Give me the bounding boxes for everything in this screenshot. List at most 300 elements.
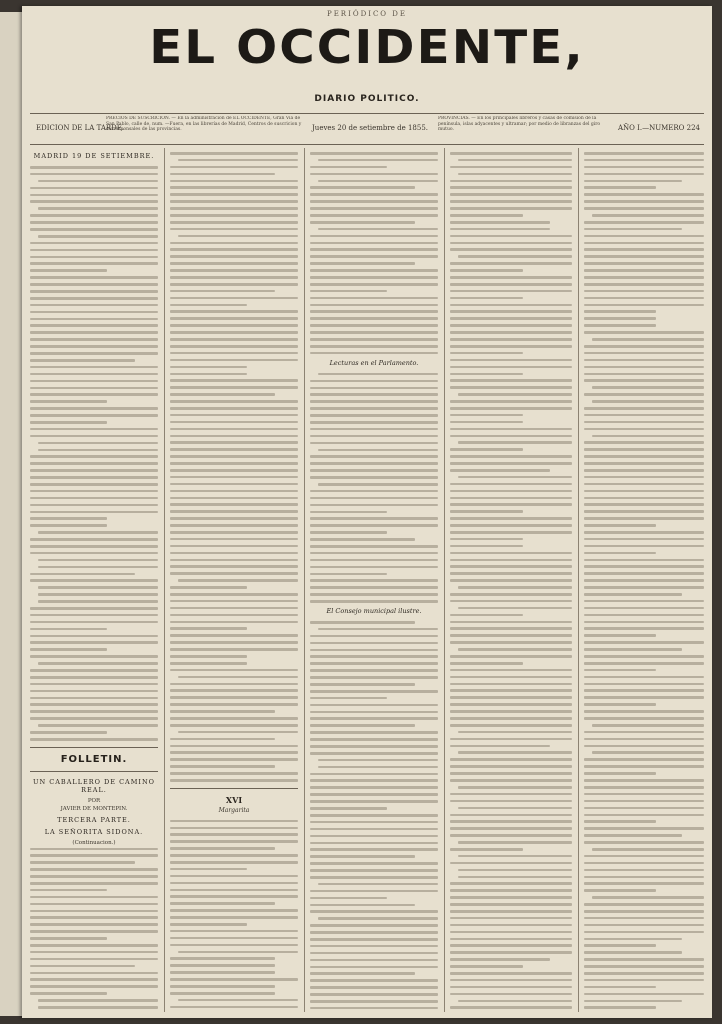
text-line <box>30 710 158 713</box>
text-line <box>450 627 572 630</box>
text-line <box>170 627 247 630</box>
text-line <box>170 310 298 313</box>
text-line <box>170 909 298 912</box>
novel-title: UN CABALLERO DE CAMINO REAL. <box>33 777 155 794</box>
text-line <box>170 517 298 520</box>
text-line <box>584 910 704 913</box>
text-line <box>584 524 656 527</box>
text-line <box>310 952 438 955</box>
text-line <box>30 290 158 293</box>
text-line <box>170 366 247 369</box>
text-line <box>310 442 438 445</box>
column-rule <box>578 148 579 1012</box>
text-line <box>310 504 438 507</box>
text-line <box>584 600 704 603</box>
text-line <box>450 724 572 727</box>
text-line <box>310 283 438 286</box>
text-line <box>30 882 158 885</box>
text-line <box>584 248 704 251</box>
text-line <box>450 400 572 403</box>
text-line <box>30 345 158 348</box>
text-line <box>310 972 415 975</box>
text-line <box>310 876 438 879</box>
text-line <box>30 455 158 458</box>
text-line <box>170 304 247 307</box>
text-line <box>450 180 572 183</box>
text-line <box>458 648 572 651</box>
text-line <box>30 978 158 981</box>
text-line <box>450 497 572 500</box>
text-line <box>584 607 704 610</box>
text-line <box>38 235 158 238</box>
text-line <box>310 828 438 831</box>
text-line <box>310 711 438 714</box>
text-line <box>450 710 572 713</box>
text-line <box>318 228 438 231</box>
text-line <box>30 648 107 651</box>
text-line <box>310 786 438 789</box>
text-line <box>584 421 704 424</box>
text-line <box>592 896 704 899</box>
text-line <box>170 214 298 217</box>
text-line <box>170 228 298 231</box>
text-line <box>170 524 298 527</box>
text-line <box>310 455 438 458</box>
text-line <box>584 407 704 410</box>
text-line <box>30 490 158 493</box>
text-line <box>584 889 656 892</box>
text-line <box>178 235 298 238</box>
text-line <box>170 641 298 644</box>
text-line <box>38 531 158 534</box>
text-line <box>170 930 298 933</box>
text-line <box>450 510 523 513</box>
text-line <box>584 455 704 458</box>
text-line <box>450 924 572 927</box>
text-line <box>310 848 438 851</box>
text-line <box>584 276 704 279</box>
text-line <box>30 538 158 541</box>
text-line <box>450 552 572 555</box>
text-line <box>38 442 158 445</box>
text-line <box>30 269 107 272</box>
text-line <box>584 621 704 624</box>
text-line <box>318 766 438 769</box>
text-line <box>584 579 704 582</box>
text-line <box>30 304 158 307</box>
text-line <box>450 717 572 720</box>
text-line <box>458 731 572 734</box>
text-line <box>584 676 704 679</box>
text-line <box>310 573 387 576</box>
text-line <box>584 593 682 596</box>
text-line <box>450 683 572 686</box>
column-rule <box>304 148 305 1012</box>
text-line <box>170 669 298 672</box>
text-line <box>30 703 158 706</box>
text-line <box>592 848 704 851</box>
text-line <box>170 937 298 940</box>
text-line <box>450 262 572 265</box>
text-line <box>170 166 298 169</box>
text-line <box>584 745 704 748</box>
masthead <box>22 6 712 118</box>
text-line <box>450 814 572 817</box>
text-line <box>30 380 158 383</box>
text-line <box>584 552 656 555</box>
text-line <box>450 889 572 892</box>
text-line <box>310 814 438 817</box>
text-line <box>170 648 298 651</box>
text-line <box>310 186 415 189</box>
text-line <box>170 448 298 451</box>
text-line <box>310 304 438 307</box>
text-line <box>450 986 572 989</box>
text-line <box>584 531 704 534</box>
text-line <box>170 559 298 562</box>
column-5-text <box>584 152 704 1012</box>
text-line <box>30 331 158 334</box>
text-line <box>310 428 438 431</box>
text-line <box>584 379 704 382</box>
text-line <box>584 345 704 348</box>
text-line <box>584 703 656 706</box>
text-line <box>30 400 107 403</box>
text-line <box>584 497 704 500</box>
text-line <box>30 228 158 231</box>
text-line <box>584 772 656 775</box>
novel-part: TERCERA PARTE. <box>57 815 131 824</box>
divider <box>170 788 298 789</box>
text-line <box>310 297 438 300</box>
text-line <box>310 462 438 465</box>
text-line <box>584 207 704 210</box>
text-line <box>584 627 704 630</box>
text-line <box>178 159 298 162</box>
novel-text <box>30 848 158 1012</box>
text-line <box>584 903 704 906</box>
text-line <box>458 255 572 258</box>
text-line <box>450 862 572 865</box>
text-line <box>30 352 158 355</box>
text-line <box>178 999 298 1002</box>
text-line <box>310 511 387 514</box>
text-line <box>450 207 572 210</box>
text-line <box>30 937 107 940</box>
text-line <box>584 441 704 444</box>
text-line <box>310 200 438 203</box>
text-line <box>584 1000 682 1003</box>
text-line <box>450 310 572 313</box>
text-line <box>38 999 158 1002</box>
text-line <box>170 428 298 431</box>
text-line <box>310 690 438 693</box>
text-line <box>318 883 438 886</box>
text-line <box>310 655 438 658</box>
text-line <box>584 786 704 789</box>
text-line <box>458 607 572 610</box>
text-line <box>592 400 704 403</box>
text-line <box>584 986 656 989</box>
text-line <box>584 862 704 865</box>
text-line <box>170 248 298 251</box>
text-line <box>170 545 298 548</box>
text-line <box>450 448 523 451</box>
text-line <box>310 579 438 582</box>
text-line <box>450 221 550 224</box>
text-line <box>450 662 523 665</box>
text-line <box>584 958 704 961</box>
text-line <box>310 152 438 155</box>
text-line <box>30 655 158 658</box>
text-line <box>592 386 704 389</box>
text-line <box>450 283 572 286</box>
text-line <box>170 345 298 348</box>
text-line <box>30 276 158 279</box>
text-line <box>450 951 572 954</box>
text-line <box>310 207 438 210</box>
text-line <box>458 586 572 589</box>
text-line <box>170 854 298 857</box>
text-line <box>450 462 572 465</box>
text-line <box>170 703 298 706</box>
text-line <box>170 531 298 534</box>
text-line <box>584 924 704 927</box>
text-line <box>310 317 438 320</box>
text-line <box>584 696 704 699</box>
text-line <box>318 628 438 631</box>
text-line <box>30 221 158 224</box>
text-line <box>458 751 572 754</box>
text-line <box>170 490 298 493</box>
text-line <box>30 628 107 631</box>
text-line <box>310 773 438 776</box>
text-line <box>170 565 298 568</box>
text-line <box>310 380 438 383</box>
text-line <box>450 800 572 803</box>
text-line <box>170 902 275 905</box>
text-line <box>170 455 298 458</box>
text-line <box>584 503 704 506</box>
text-line <box>450 290 572 293</box>
text-line <box>584 800 704 803</box>
text-line <box>38 724 158 727</box>
text-line <box>170 1006 298 1009</box>
text-line <box>30 297 158 300</box>
text-line <box>584 152 704 155</box>
text-line <box>310 642 438 645</box>
text-line <box>450 338 572 341</box>
text-line <box>450 979 572 982</box>
text-line <box>170 331 298 334</box>
text-line <box>450 572 572 575</box>
text-line <box>584 283 704 286</box>
text-line <box>584 979 704 982</box>
text-line <box>30 614 158 617</box>
text-line <box>170 765 275 768</box>
text-line <box>450 958 550 961</box>
divider <box>30 771 158 772</box>
text-line <box>170 435 298 438</box>
text-line <box>584 1006 656 1009</box>
text-line <box>310 435 438 438</box>
text-line <box>30 903 158 906</box>
text-line <box>450 820 572 823</box>
text-line <box>450 938 572 941</box>
text-line <box>310 538 415 541</box>
column-2 <box>170 148 298 1012</box>
text-line <box>584 648 682 651</box>
newspaper-title: EL OCCIDENTE, <box>149 20 585 74</box>
text-line <box>170 655 247 658</box>
text-line <box>450 910 572 913</box>
text-line <box>310 931 438 934</box>
newspaper-subtitle: DIARIO POLITICO. <box>314 94 420 104</box>
text-line <box>458 876 572 879</box>
text-line <box>310 835 438 838</box>
text-line <box>170 634 298 637</box>
text-line <box>310 600 438 603</box>
text-line <box>310 545 438 548</box>
text-line <box>30 669 158 672</box>
text-line <box>450 331 572 334</box>
text-line <box>30 187 158 190</box>
text-line <box>584 262 704 265</box>
chapter-title: LA SEÑORITA SIDONA. <box>44 827 144 836</box>
text-line <box>450 421 523 424</box>
text-line <box>30 985 158 988</box>
column-3-text <box>310 152 438 354</box>
text-line <box>170 193 298 196</box>
text-line <box>170 510 298 513</box>
text-line <box>30 635 158 638</box>
text-line <box>450 689 572 692</box>
text-line <box>30 731 107 734</box>
text-line <box>170 200 298 203</box>
text-line <box>30 407 158 410</box>
text-line <box>310 324 438 327</box>
text-line <box>310 752 438 755</box>
text-line <box>170 689 298 692</box>
text-line <box>458 807 572 810</box>
text-line <box>30 200 158 203</box>
text-line <box>170 717 298 720</box>
text-line <box>170 242 298 245</box>
section-number: XVI <box>225 794 243 805</box>
text-line <box>30 194 158 197</box>
text-line <box>450 579 572 582</box>
text-line <box>450 242 572 245</box>
text-line <box>170 552 298 555</box>
text-line <box>458 159 572 162</box>
article-columns <box>30 148 704 1012</box>
text-line <box>450 248 572 251</box>
text-line <box>450 435 572 438</box>
text-line <box>170 407 298 410</box>
text-line <box>170 221 298 224</box>
text-line <box>170 600 298 603</box>
text-line <box>30 497 158 500</box>
divider <box>30 747 158 748</box>
text-line <box>318 159 438 162</box>
text-line <box>584 483 704 486</box>
text-line <box>584 938 682 941</box>
text-line <box>178 731 298 734</box>
text-line <box>584 641 704 644</box>
text-line <box>30 896 158 899</box>
text-line <box>584 807 704 810</box>
text-line <box>170 710 275 713</box>
text-line <box>592 435 704 438</box>
text-line <box>310 862 438 865</box>
text-line <box>310 476 438 479</box>
text-line <box>170 283 298 286</box>
text-line <box>30 607 158 610</box>
text-line <box>170 847 275 850</box>
text-line <box>450 352 523 355</box>
text-line <box>584 710 704 713</box>
text-line <box>584 820 656 823</box>
text-line <box>584 572 704 575</box>
column-4 <box>450 148 572 1012</box>
text-line <box>310 214 438 217</box>
text-line <box>584 993 704 996</box>
text-line <box>310 986 438 989</box>
text-line <box>450 324 572 327</box>
text-line <box>584 448 704 451</box>
text-line <box>30 338 158 341</box>
text-line <box>170 186 298 189</box>
text-line <box>310 717 438 720</box>
council-text <box>310 621 438 1012</box>
text-line <box>458 869 572 872</box>
text-line <box>450 903 572 906</box>
text-line <box>584 255 704 258</box>
text-line <box>450 593 572 596</box>
text-line <box>170 895 298 898</box>
text-line <box>584 538 704 541</box>
text-line <box>170 772 298 775</box>
text-line <box>584 428 704 431</box>
text-line <box>584 310 656 313</box>
text-line <box>170 696 298 699</box>
text-line <box>450 614 523 617</box>
text-line <box>30 242 158 245</box>
text-line <box>170 745 298 748</box>
text-line <box>584 793 704 796</box>
text-line <box>30 421 107 424</box>
text-line <box>30 951 158 954</box>
text-line <box>450 186 572 189</box>
text-line <box>30 249 158 252</box>
text-line <box>450 972 572 975</box>
text-line <box>450 235 572 238</box>
text-line <box>310 407 438 410</box>
text-line <box>170 621 298 624</box>
text-line <box>170 593 298 596</box>
text-line <box>318 759 438 762</box>
text-line <box>310 338 438 341</box>
text-line <box>584 717 704 720</box>
text-line <box>584 166 704 169</box>
text-line <box>310 235 438 238</box>
text-line <box>584 359 704 362</box>
text-line <box>450 503 572 506</box>
text-line <box>38 566 158 569</box>
text-line <box>450 634 572 637</box>
text-line <box>170 421 298 424</box>
text-line <box>310 993 438 996</box>
